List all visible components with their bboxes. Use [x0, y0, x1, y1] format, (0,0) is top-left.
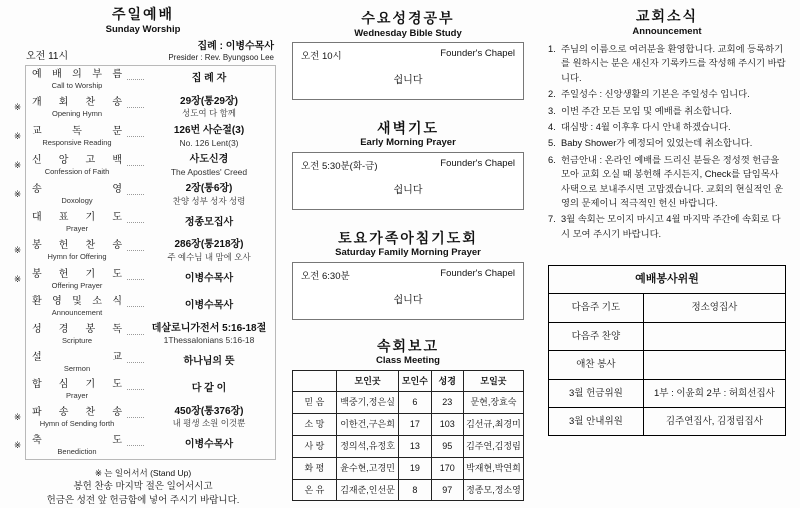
sunday-worship-title-ko: 주일예배	[111, 6, 175, 22]
committee-label: 다음주 찬양	[549, 322, 644, 350]
worship-row-sermon	[10, 349, 276, 376]
item-label-ko: 파 송 찬 송	[32, 406, 122, 418]
dotted-leader	[127, 279, 144, 280]
item-label-en: Hymn for Offering	[47, 252, 107, 262]
class-table-header-row	[293, 370, 524, 392]
worship-order-list	[10, 65, 276, 460]
emp-info-box	[292, 152, 524, 210]
item-label-en: Scripture	[61, 335, 92, 345]
announcement-list	[548, 42, 786, 241]
item-number: 4.	[548, 121, 556, 132]
class-meeting-title-en: Class Meeting	[376, 355, 440, 367]
announcement-item	[548, 42, 786, 85]
wbs-info-box	[292, 42, 524, 100]
stand-mark: ※	[13, 440, 22, 451]
item-subvalue: 1Thessalonians 5:16-18	[163, 335, 255, 346]
worship-row-confession-of-faith	[10, 151, 276, 180]
cell: 화 평	[293, 457, 337, 479]
wbs-place: Founder's Chapel	[440, 47, 515, 59]
worship-row-benediction	[10, 432, 276, 460]
dotted-leader	[127, 417, 144, 418]
committee-value	[643, 351, 785, 379]
cell: 윤수현,고경민	[336, 457, 398, 479]
wbs-time: 오전 10시	[301, 50, 342, 62]
cell: 믿 음	[293, 392, 337, 414]
item-text: 3월 속회는 모이지 마시고 4월 마지막 주간에 속회로 다시 모여 주시기 바랍니다.	[561, 214, 781, 239]
class-row-peace	[293, 457, 524, 479]
dotted-leader	[127, 389, 144, 390]
cell: 온 유	[293, 479, 337, 501]
stand-mark: ※	[13, 189, 22, 200]
item-subvalue: The Apostles' Creed	[170, 166, 248, 177]
worship-row-responsive-reading	[10, 122, 276, 151]
emp-title-en: Early Morning Prayer	[360, 137, 456, 149]
item-subvalue: 찬양 성부 성자 성령	[172, 195, 246, 206]
announcements-title-ko: 교회소식	[635, 8, 699, 24]
item-subvalue: 내 평생 소원 이것뿐	[172, 418, 246, 429]
item-text: 대심방 : 4월 이후후 다시 안내 하겠습니다.	[561, 121, 731, 132]
dotted-leader	[127, 222, 144, 223]
cell: 19	[399, 457, 431, 479]
cell: 김선규,최경미	[463, 414, 523, 436]
class-row-hope	[293, 414, 524, 436]
committee-row-next-week-praise	[549, 322, 786, 350]
committee-value: 1부 : 이윤희 2부 : 허희선집사	[643, 379, 785, 407]
item-subvalue: 주 예수님 내 맘에 오사	[167, 251, 251, 262]
sfp-title-ko: 토요가족아침기도회	[338, 229, 478, 246]
item-label-en: Offering Prayer	[51, 280, 103, 290]
committee-row-offering-committee	[549, 379, 786, 407]
wbs-title-ko: 수요성경공부	[361, 10, 455, 26]
committee-title: 예배봉사위원	[549, 266, 786, 294]
worship-time: 오전 11시	[26, 50, 69, 62]
cell: 정종모,정소영	[463, 479, 523, 501]
class-row-gentleness	[293, 479, 524, 501]
emp-status: 쉽니다	[393, 184, 423, 196]
presider-en: Presider : Rev. Byungsoo Lee	[168, 52, 274, 62]
item-number: 2.	[548, 89, 556, 100]
section-wednesday-bible-study	[292, 10, 524, 100]
col-header-bible: 성경	[431, 370, 463, 392]
item-value: 데살로니가전서 5:16-18절	[151, 322, 267, 334]
class-row-love	[293, 435, 524, 457]
item-label-ko: 신 앙 고 백	[32, 155, 122, 167]
item-number: 7.	[548, 214, 556, 225]
cell: 8	[399, 479, 431, 501]
dotted-leader	[127, 250, 144, 251]
emp-place: Founder's Chapel	[440, 157, 515, 169]
footnote-offering-box: 헌금은 성전 앞 헌금함에 넣어 주시기 바랍니다.	[46, 494, 240, 506]
sfp-info-box	[292, 262, 524, 320]
service-committee-table	[548, 265, 786, 436]
sfp-place: Founder's Chapel	[440, 267, 515, 279]
item-text: 이번 주간 모든 모임 및 예배를 취소합니다.	[561, 105, 732, 116]
committee-label: 다음주 기도	[549, 294, 644, 322]
worship-row-hymn-for-offering	[10, 236, 276, 265]
cell: 170	[431, 457, 463, 479]
committee-label: 애찬 봉사	[549, 351, 644, 379]
sfp-time: 오전 6:30분	[301, 270, 350, 282]
dotted-leader	[127, 79, 144, 80]
announcement-item	[548, 87, 786, 101]
item-value: 이병수목사	[184, 299, 234, 311]
item-label-ko: 대 표 기 도	[32, 212, 122, 224]
col-header-leaders: 모인곳	[336, 370, 398, 392]
dotted-leader	[127, 306, 144, 307]
item-value: 다 같 이	[191, 382, 227, 394]
item-value: 하나님의 뜻	[183, 355, 235, 367]
announcement-item	[548, 153, 786, 211]
item-label-en: Announcement	[51, 307, 103, 317]
worship-footnotes	[10, 467, 276, 508]
announcement-item	[548, 104, 786, 118]
item-value: 정종모집사	[184, 216, 234, 228]
item-value: 286장(통218장)	[174, 239, 244, 251]
section-announcements	[532, 0, 800, 485]
sunday-worship-title-en: Sunday Worship	[105, 23, 181, 35]
item-label-ko: 설 교	[32, 351, 122, 363]
item-number: 3.	[548, 105, 556, 116]
item-label-en: Opening Hymn	[51, 108, 103, 118]
stand-mark	[10, 293, 25, 320]
committee-row-next-week-prayer	[549, 294, 786, 322]
middle-column	[282, 0, 532, 495]
item-label-ko: 합 심 기 도	[32, 378, 122, 390]
col-header-next-place: 모일곳	[463, 370, 523, 392]
emp-title-ko: 새벽기도	[376, 119, 440, 136]
stand-mark: ※	[13, 411, 22, 422]
cell: 97	[431, 479, 463, 501]
item-label-en: Doxology	[61, 196, 93, 206]
committee-value: 김주연집사, 김정림집사	[643, 407, 785, 435]
item-number: 6.	[548, 154, 556, 165]
item-label-ko: 환 영 및 소 식	[32, 295, 122, 307]
item-value: 집 례 자	[191, 73, 227, 85]
item-number: 5.	[548, 138, 556, 149]
worship-row-call-to-worship	[10, 65, 276, 93]
committee-label: 3월 헌금위원	[549, 379, 644, 407]
worship-row-scripture	[10, 320, 276, 349]
committee-row-love-feast	[549, 351, 786, 379]
worship-row-doxology	[10, 180, 276, 209]
announcement-item	[548, 120, 786, 134]
item-label-ko: 성 경 봉 독	[32, 323, 122, 335]
presider-block	[168, 40, 274, 62]
item-value: 이병수목사	[184, 272, 234, 284]
class-row-faith	[293, 392, 524, 414]
dotted-leader	[127, 165, 144, 166]
committee-value: 정소영집사	[643, 294, 785, 322]
item-label-en: Hymn of Sending forth	[39, 418, 115, 428]
item-number: 1.	[548, 43, 556, 54]
sfp-title-en: Saturday Family Morning Prayer	[335, 247, 481, 259]
stand-mark: ※	[13, 273, 22, 284]
cell: 문현,장효숙	[463, 392, 523, 414]
wbs-status: 쉽니다	[393, 74, 423, 86]
cell: 사 랑	[293, 435, 337, 457]
announcement-item	[548, 212, 786, 241]
cell: 이한건,구은희	[336, 414, 398, 436]
item-label-en: Prayer	[65, 390, 89, 400]
item-text: Baby Shower가 예정되어 있었는데 취소합니다.	[561, 138, 753, 149]
item-label-en: Benediction	[57, 446, 97, 456]
stand-mark	[10, 349, 25, 376]
committee-row-usher-committee	[549, 407, 786, 435]
presider-ko: 집례 : 이병수목사	[197, 40, 274, 52]
item-label-en: Confession of Faith	[44, 167, 110, 177]
dotted-leader	[127, 334, 144, 335]
item-value: 450장(통376장)	[174, 405, 244, 417]
item-label-ko: 봉 헌 찬 송	[32, 240, 122, 252]
class-meeting-table	[292, 370, 524, 502]
cell: 23	[431, 392, 463, 414]
item-label-ko: 교 독 문	[32, 126, 122, 138]
announcement-item	[548, 136, 786, 150]
item-label-en: Prayer	[65, 224, 89, 234]
worship-row-prayer	[10, 209, 276, 236]
committee-label: 3월 안내위원	[549, 407, 644, 435]
item-text: 헌금안내 : 온라인 예배를 드리신 분들은 정성껏 헌금을 모아 교회 오실 때 봉헌해 주시든지, Check를 담임목사 사택으로 보내주시면 고맙겠습니다. 교회의 현실적인 운영의 문제이니 적극적인 헌신 바랍니다.	[561, 154, 784, 208]
committee-title-row	[549, 266, 786, 294]
section-early-morning-prayer	[292, 120, 524, 210]
stand-mark: ※	[13, 160, 22, 171]
stand-mark	[10, 209, 25, 236]
cell: 박재현,박연희	[463, 457, 523, 479]
worship-row-hymn-of-sending-forth	[10, 403, 276, 432]
worship-row-offering-prayer	[10, 266, 276, 293]
item-value: 이병수목사	[184, 439, 234, 451]
item-label-ko: 봉 헌 기 도	[32, 268, 122, 280]
col-header-attendance: 모인수	[399, 370, 431, 392]
worship-row-announcement	[10, 293, 276, 320]
item-value: 29장(통29장)	[180, 95, 238, 107]
worship-row-opening-hymn	[10, 93, 276, 122]
item-value: 사도신경	[189, 154, 229, 166]
stand-mark	[10, 376, 25, 403]
item-text: 주일성수 : 신앙생활의 기본은 주일성수 입니다.	[561, 89, 750, 100]
item-text: 주님의 이름으로 여러분을 환영합니다. 교회에 등록하기를 원하시는 분은 새신자 기록카드를 작성해 주시기 바랍니다.	[561, 43, 786, 83]
dotted-leader	[127, 445, 144, 446]
item-label-en: Responsive Reading	[42, 138, 112, 148]
cell: 정의석,유정호	[336, 435, 398, 457]
cell: 6	[399, 392, 431, 414]
item-label-en: Sermon	[63, 363, 91, 373]
item-label-ko: 축 도	[32, 434, 122, 446]
emp-time: 오전 5:30분(화-금)	[301, 160, 378, 172]
stand-mark	[10, 320, 25, 349]
section-class-meeting	[292, 338, 524, 502]
col-header-blank	[293, 370, 337, 392]
cell: 95	[431, 435, 463, 457]
cell: 소 망	[293, 414, 337, 436]
wbs-title-en: Wednesday Bible Study	[354, 27, 462, 39]
dotted-leader	[127, 362, 144, 363]
cell: 17	[399, 414, 431, 436]
worship-header	[10, 38, 276, 65]
worship-row-prayer-together	[10, 376, 276, 403]
item-label-ko: 예 배 의 부 름	[32, 68, 122, 80]
sfp-status: 쉽니다	[393, 294, 423, 306]
section-sunday-worship	[0, 0, 282, 506]
item-subvalue: No. 126 Lent(3)	[179, 137, 239, 148]
announcements-title-en: Announcement	[632, 25, 702, 37]
item-value: 2장(통6장)	[185, 183, 233, 195]
cell: 백중기,정은실	[336, 392, 398, 414]
item-label-en: Call to Worship	[51, 80, 103, 90]
footnote-stand-up: ※ 는 일어서서 (Stand Up)	[94, 467, 192, 478]
stand-mark: ※	[13, 101, 22, 112]
stand-mark: ※	[13, 131, 22, 142]
dotted-leader	[127, 107, 144, 108]
class-meeting-title-ko: 속회보고	[376, 337, 440, 354]
item-label-ko: 개 회 찬 송	[32, 96, 122, 108]
item-subvalue: 성도여 다 함께	[182, 108, 236, 119]
section-saturday-family-prayer	[292, 230, 524, 320]
cell: 김재준,인선문	[336, 479, 398, 501]
cell: 김주연,김정림	[463, 435, 523, 457]
stand-mark	[10, 65, 25, 93]
item-value: 126번 사순절(3)	[173, 125, 245, 137]
dotted-leader	[127, 194, 144, 195]
cell: 103	[431, 414, 463, 436]
item-label-ko: 송 영	[32, 184, 122, 196]
footnote-offering-hymn: 봉헌 찬송 마지막 절은 일어서시고	[73, 480, 213, 492]
committee-value	[643, 322, 785, 350]
stand-mark: ※	[13, 245, 22, 256]
cell: 13	[399, 435, 431, 457]
dotted-leader	[127, 136, 144, 137]
